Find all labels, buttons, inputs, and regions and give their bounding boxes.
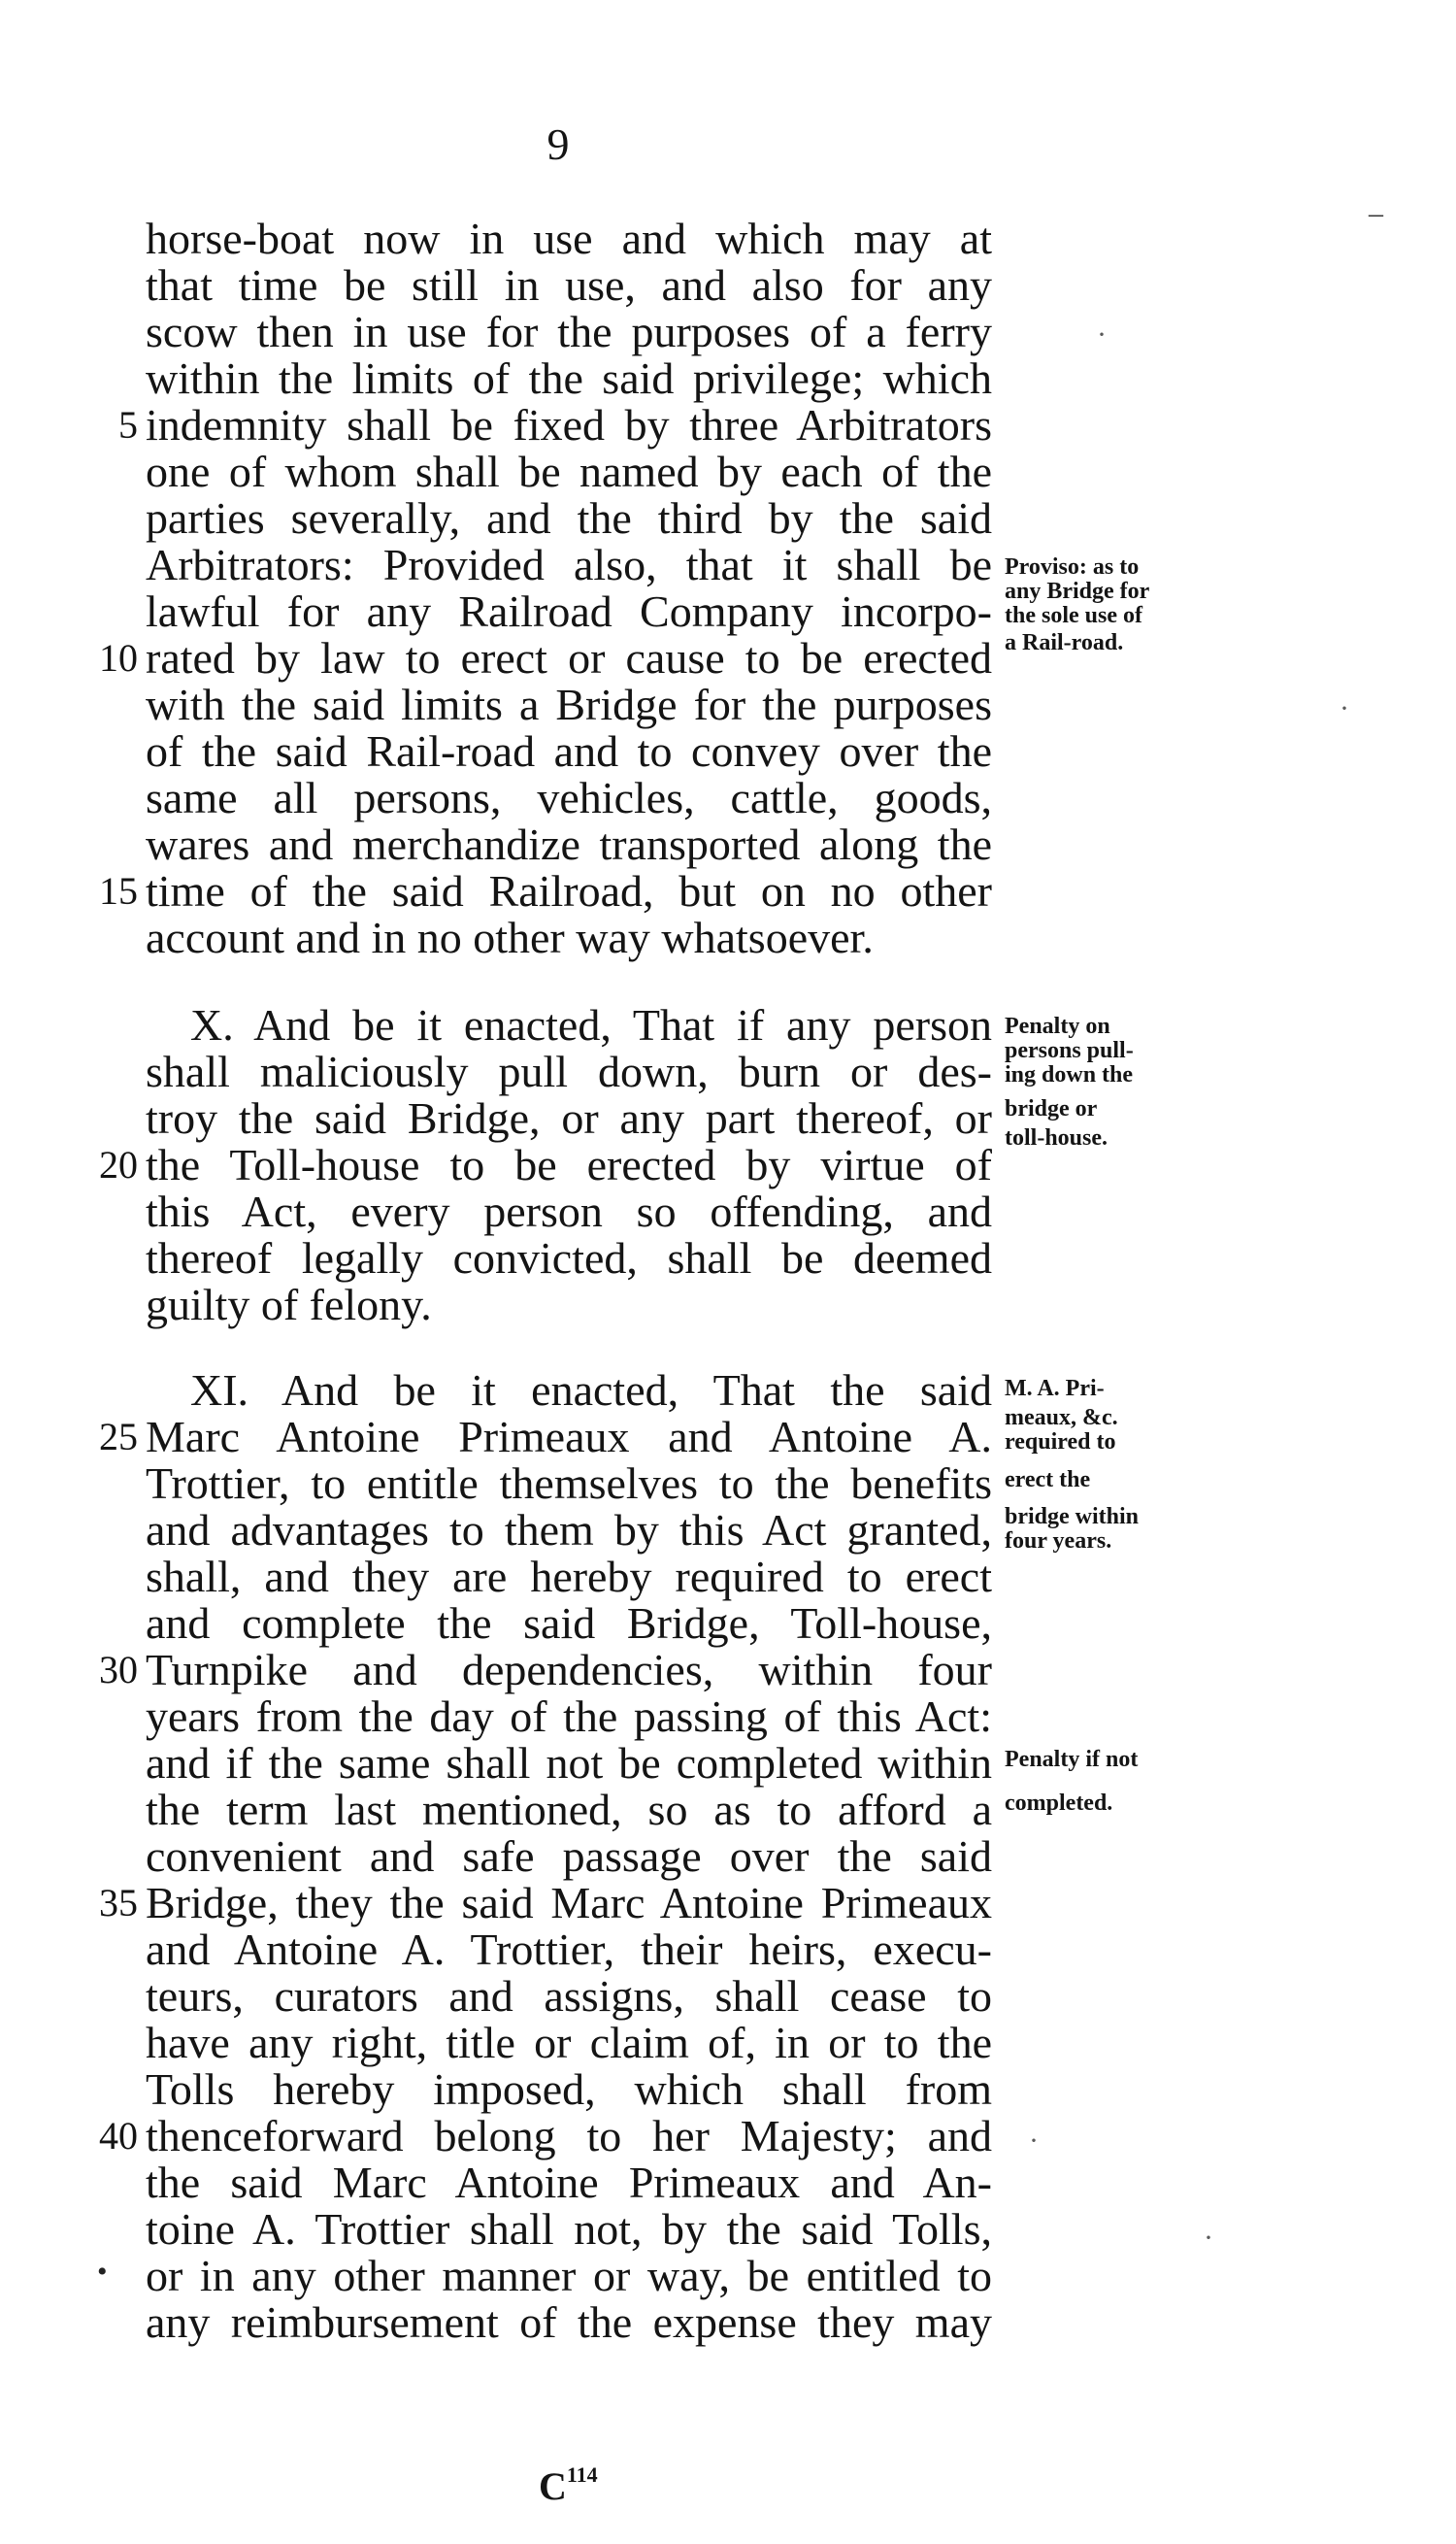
text-line: and if the same shall not be completed within [146,1738,992,1788]
ink-speck: · [1340,692,1349,724]
section-xi-heading-line: XI. And be it enacted, That the said [190,1365,992,1415]
section-x-heading-line: X. And be it enacted, That if any person [190,1000,992,1050]
margin-note-line: four years. [1005,1528,1112,1554]
margin-note-line: any Bridge for [1005,579,1150,604]
text-line: Bridge, they the said Marc Antoine Primeaux [146,1878,992,1927]
line-number: 15 [99,869,138,913]
text-line: or in any other manner or way, be entitled to [146,2251,992,2300]
margin-note-line: required to [1005,1429,1116,1455]
margin-note-line: toll-house. [1005,1125,1109,1151]
text-line: Marc Antoine Primeaux and Antoine A. [146,1412,992,1461]
line-number: 20 [99,1143,138,1187]
page-number: 9 [546,119,570,169]
text-line: troy the said Bridge, or any part thereof, or [146,1093,992,1143]
line-number: 30 [99,1648,138,1691]
line-number: 25 [99,1415,138,1458]
text-line: and complete the said Bridge, Toll-house, [146,1598,992,1648]
margin-note-line: completed. [1005,1791,1113,1816]
text-line: the said Marc Antoine Primeaux and An- [146,2158,992,2207]
text-line: parties severally, and the third by the said [146,493,992,543]
text-line: Tolls hereby imposed, which shall from [146,2064,992,2114]
text-line: time of the said Railroad, but on no other [146,866,992,916]
text-line: scow then in use for the purposes of a ferry [146,307,992,356]
margin-note-line: Penalty if not [1005,1747,1139,1772]
text-line: guilty of felony. [146,1280,432,1329]
text-line: any reimbursement of the expense they may [146,2297,992,2347]
margin-note-line: Proviso: as to [1005,554,1140,580]
text-line: have any right, title or claim of, in or to the [146,2018,992,2067]
margin-note-line: M. A. Pri- [1005,1376,1105,1401]
margin-note-line: a Rail-road. [1005,630,1124,655]
ink-speck: • [97,2256,108,2288]
text-line: wares and merchandize transported along the [146,820,992,869]
text-line: rated by law to erect or cause to be erected [146,633,992,683]
text-line: this Act, every person so offending, and [146,1187,992,1236]
text-line: indemnity shall be fixed by three Arbitrators [146,400,992,450]
text-line: one of whom shall be named by each of the [146,447,992,496]
text-line: toine A. Trottier shall not, by the said Tolls, [146,2204,992,2254]
signature-letter: C [539,2464,567,2508]
ink-speck: · [1029,2125,1039,2157]
margin-note-line: bridge within [1005,1504,1140,1529]
text-line: shall, and they are hereby required to erect [146,1552,992,1601]
margin-note-line: erect the [1005,1467,1091,1492]
text-line: and Antoine A. Trottier, their heirs, execu- [146,1925,992,1974]
text-line: same all persons, vehicles, cattle, goods, [146,773,992,822]
ink-speck: · [1097,318,1107,351]
text-line: horse-boat now in use and which may at [146,214,992,263]
text-line: and advantages to them by this Act granted, [146,1505,992,1555]
line-number: 40 [99,2114,138,2158]
text-line: Arbitrators: Provided also, that it shall be [146,540,992,589]
margin-note-line: persons pull- [1005,1038,1134,1063]
signature-mark [539,2452,598,2510]
text-line: the term last mentioned, so as to afford a [146,1785,992,1834]
line-number: 5 [118,403,138,447]
margin-note-line: the sole use of [1005,603,1142,628]
line-number: 10 [99,636,138,680]
text-line: years from the day of the passing of this Act: [146,1691,992,1741]
text-line: of the said Rail-road and to convey over the [146,726,992,776]
ink-speck: – [1369,197,1383,229]
text-line: Turnpike and dependencies, within four [146,1645,992,1694]
margin-note-line: Penalty on [1005,1014,1110,1039]
text-line: that time be still in use, and also for any [146,260,992,310]
signature-number: 114 [566,2462,598,2487]
text-line: with the said limits a Bridge for the purposes [146,680,992,729]
text-line: convenient and safe passage over the said [146,1831,992,1881]
text-line: lawful for any Railroad Company incorpo- [146,586,992,636]
text-line: account and in no other way whatsoever. [146,913,874,962]
text-line: within the limits of the said privilege; which [146,353,992,403]
ink-speck: · [1204,2222,1213,2254]
line-number: 35 [99,1881,138,1925]
text-line: teurs, curators and assigns, shall cease to [146,1971,992,2021]
text-line: the Toll-house to be erected by virtue of [146,1140,992,1189]
margin-note-line: bridge or [1005,1096,1098,1121]
text-line: Trottier, to entitle themselves to the benefits [146,1458,992,1508]
text-line: thenceforward belong to her Majesty; and [146,2111,992,2160]
text-line: thereof legally convicted, shall be deemed [146,1233,992,1283]
margin-note-line: ing down the [1005,1062,1134,1088]
text-line: shall maliciously pull down, burn or des- [146,1047,992,1096]
margin-note-line: meaux, &c. [1005,1405,1118,1430]
